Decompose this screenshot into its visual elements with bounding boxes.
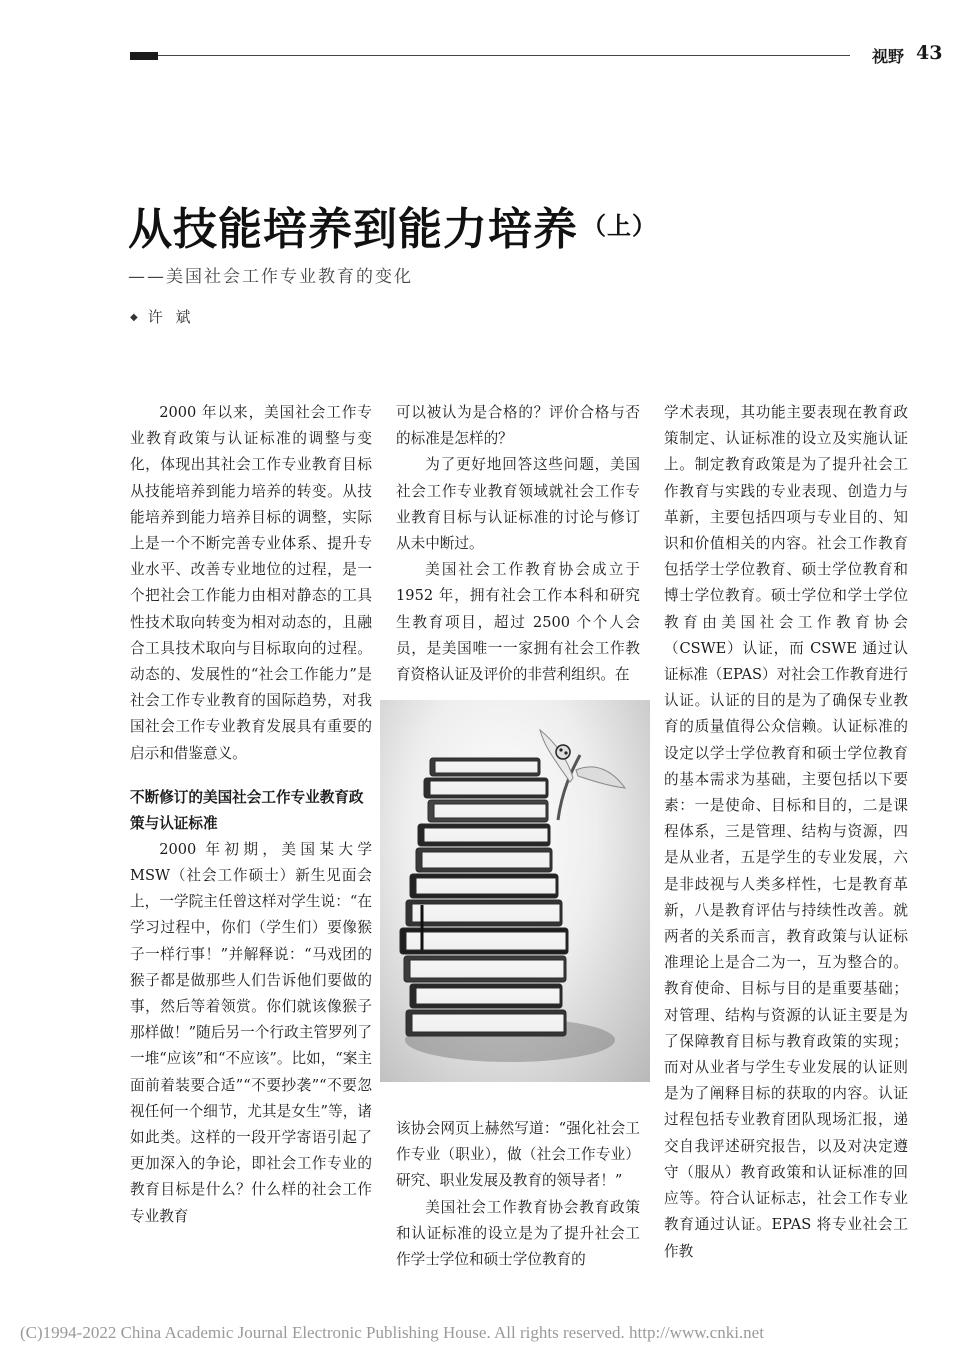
paragraph: 2000 年以来，美国社会工作专业教育政策与认证标准的调整与变化，体现出其社会工作专业教育目标从技能培养到能力培养的转变。从技能培养到能力培养目标的调整，实际上是一个不断完善专业体系、提升专业水平、改善专业地位的过程，是一个把社会工作能力由相对静态的工具性技术取向转变为相对动态的，且融合工具技术取向与目标取向的过程。动态的、发展性的“社会工作能力”是社会工作专业教育的国际趋势，对我国社会工作专业教育发展具有重要的启示和借鉴意义。 xyxy=(130,404,372,762)
paragraph: 可以被认为是合格的？评价合格与否的标准是怎样的？ xyxy=(396,404,640,448)
paragraph: 美国社会工作教育协会教育政策和认证标准的设立是为了提升社会工作学士学位和硕士学位教育的 xyxy=(396,1198,640,1269)
article-subtitle: ——美国社会工作专业教育的变化 xyxy=(128,267,413,287)
author-line xyxy=(130,306,194,327)
author-name: 许 斌 xyxy=(147,308,195,326)
title-part: （上） xyxy=(582,212,657,240)
diamond-icon: ◆ xyxy=(130,312,138,323)
copyright-footer: (C)1994-2022 China Academic Journal Electronic Publishing House. All rights reserved. http://www.cnki.net xyxy=(20,1323,764,1342)
paragraph: 2000 年初期，美国某大学 MSW（社会工作硕士）新生见面会上，一学院主任曾这样对学生说：“在学习过程中，你们（学生们）要像猴子一样行事！”并解释说：“马戏团的猴子都是做那些人们告诉他们要做的事，然后等着领赏。你们就该像猴子那样做！”随后另一个行政主管罗列了一堆“应该”和“不应该”。比如，“案主面前着装要合适”“不要抄袭”“不要忽视任何一个细节，尤其是女生”等，诸如此类。这样的一段开学寄语引起了更加深入的争论，即社会工作专业的教育目标是什么？什么样的社会工作专业教育 xyxy=(130,840,372,1225)
column-2-top xyxy=(396,400,640,688)
column-2-bottom xyxy=(396,1116,640,1273)
paragraph: 该协会网页上赫然写道：“强化社会工作专业（职业），做（社会工作专业）研究、职业发展及教育的领导者！” xyxy=(396,1120,640,1190)
title-text: 从技能培养到能力培养 xyxy=(128,204,578,255)
header-rule xyxy=(158,55,850,56)
section-name: 视野 xyxy=(872,47,905,66)
section-heading: 不断修订的美国社会工作专业教育政策与认证标准 xyxy=(130,788,364,832)
column-3 xyxy=(664,400,908,1265)
stacked-books-icon xyxy=(380,700,650,1082)
header-bar xyxy=(130,52,158,60)
column-1 xyxy=(130,400,372,1230)
paragraph: 为了更好地回答这些问题，美国社会工作专业教育领域就社会工作专业教育目标与认证标准的讨论与修订从未中断过。 xyxy=(396,456,640,553)
article-title xyxy=(128,193,657,257)
paragraph: 学术表现，其功能主要表现在教育政策制定、认证标准的设立及实施认证上。制定教育政策是为了提升社会工作教育与实践的专业表现、创造力与革新，主要包括四项与专业目的、知识和价值相关的内容。社会工作教育包括学士学位教育、硕士学位教育和博士学位教育。硕士学位和学士学位教育由美国社会工作教育协会（CSWE）认证，而 CSWE 通过认证标准（EPAS）对社会工作教育进行认证。认证的目的是为了确保专业教育的质量值得公众信赖。认证标准的设定以学士学位教育和硕士学位教育的基本需求为基础，主要包括以下要素：一是使命、目标和目的，二是课程体系，三是管理、结构与资源，四是从业者，五是学生的专业发展，六是非歧视与人类多样性，七是教育革新，八是教育评估与持续性改善。就两者的关系而言，教育政策与认证标准理论上是合二为一，互为整合的。教育使命、目标与目的是重要基础；对管理、结构与资源的认证主要是为了保障教育目标与教育政策的实现；而对从业者与学生专业发展的认证则是为了阐释目标的获取的内容。认证过程包括专业教育团队现场汇报，递交自我评述研究报告，以及对决定遵守（服从）教育政策和认证标准的回应等。符合认证标志，社会工作专业教育通过认证。EPAS 将专业社会工作教 xyxy=(664,404,908,1260)
paragraph: 美国社会工作教育协会成立于 1952 年，拥有社会工作本科和研究生教育项目，超过 2500 个个人会员，是美国唯一一家拥有社会工作教育资格认证及评价的非营利组织。在 xyxy=(396,561,640,684)
page-number: 43 xyxy=(916,42,943,64)
books-photo xyxy=(380,700,650,1082)
